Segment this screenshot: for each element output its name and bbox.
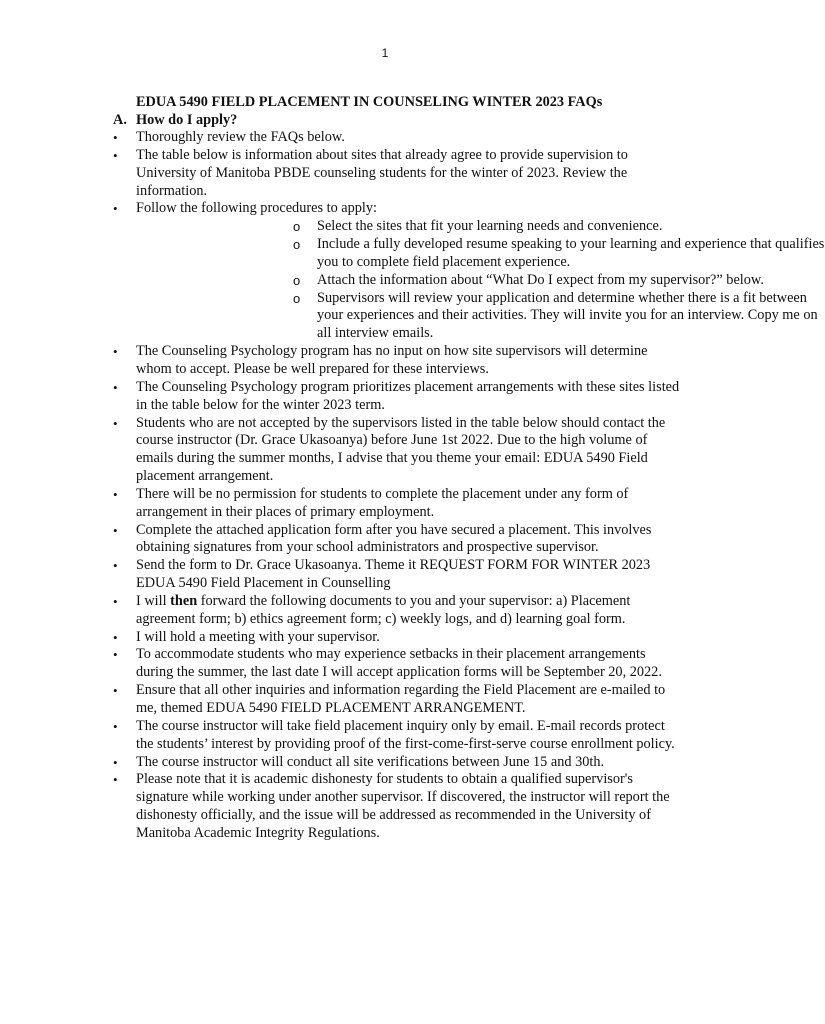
emphasis-then: then bbox=[170, 592, 198, 609]
circle-bullet-icon: o bbox=[293, 219, 301, 235]
bullet-icon: • bbox=[113, 718, 118, 734]
procedure-item bbox=[136, 218, 825, 236]
bullet-icon: • bbox=[113, 486, 118, 502]
procedure-item bbox=[136, 272, 825, 290]
list-item-text: Students who are not accepted by the supervisors listed in the table below should contact the course instructor (Dr. Grace Ukasoanya) before June 1st 2022. Due to the high volume of emails during the summer months, I advise that you theme your email: EDUA 5490 Field placement arrangement. bbox=[136, 414, 666, 485]
list-item bbox=[0, 200, 825, 343]
list-item bbox=[0, 147, 684, 201]
bullet-icon: • bbox=[113, 772, 118, 788]
bullet-icon: • bbox=[113, 130, 118, 145]
bullet-icon: • bbox=[113, 754, 118, 770]
section-heading bbox=[113, 111, 237, 129]
list-item bbox=[0, 557, 684, 593]
list-item-text: The Counseling Psychology program has no input on how site supervisors will determine whom to accept. Please be well prepared for these interviews. bbox=[136, 343, 648, 377]
bullet-icon: • bbox=[113, 593, 118, 609]
page-number: 1 bbox=[381, 46, 389, 60]
list-item bbox=[0, 379, 684, 415]
bullet-icon: • bbox=[113, 147, 118, 163]
list-item-text-end: forward the following documents to you and your supervisor: a) Placement agreement form; b) ethics agreement form; c) weekly logs, and d) learning goal form. bbox=[136, 592, 631, 627]
procedure-list bbox=[136, 218, 825, 343]
list-item-text: Follow the following procedures to apply: bbox=[136, 200, 378, 217]
list-item-text: The table below is information about sites that already agree to provide supervision to University of Manitoba PBDE counseling students for the winter of 2023. Review the information. bbox=[136, 146, 628, 199]
list-item bbox=[0, 522, 684, 558]
list-item bbox=[0, 129, 684, 147]
list-item bbox=[0, 593, 684, 629]
list-item bbox=[0, 629, 684, 647]
bullet-icon: • bbox=[113, 683, 118, 699]
list-item-text: The course instructor will take field placement inquiry only by email. E-mail records protect the students’ interest by providing proof of the first-come-first-serve course enrollment policy. bbox=[136, 717, 675, 752]
bullet-icon: • bbox=[113, 558, 118, 574]
list-item bbox=[0, 718, 684, 754]
list-item-text-start: I will bbox=[136, 592, 171, 609]
bullet-icon: • bbox=[113, 379, 118, 395]
procedure-text: Supervisors will review your application and determine whether there is a fit between your experiences and their activities. They will invite you for an interview. Copy me on all interview emails. bbox=[317, 289, 818, 342]
list-item-text: I will hold a meeting with your supervisor. bbox=[136, 628, 380, 645]
procedure-item bbox=[136, 290, 825, 344]
list-item-text: Please note that it is academic dishonesty for students to obtain a qualified supervisor's signature while working under another supervisor. If discovered, the instructor will report the dishonesty officially, and the issue will be addressed as recommended in the University of Manitoba Academic Integrity Regulations. bbox=[136, 771, 670, 841]
bullet-icon: • bbox=[113, 415, 118, 431]
list-item bbox=[0, 682, 684, 718]
procedure-text: Attach the information about “What Do I expect from my supervisor?” below. bbox=[317, 271, 764, 288]
list-item-text: The course instructor will conduct all site verifications between June 15 and 30th. bbox=[136, 753, 605, 770]
document-title: EDUA 5490 FIELD PLACEMENT IN COUNSELING WINTER 2023 FAQs bbox=[136, 94, 603, 110]
circle-bullet-icon: o bbox=[293, 237, 301, 253]
procedure-text: Include a fully developed resume speaking to your learning and experience that qualifies you to complete field placement experience. bbox=[317, 236, 825, 270]
bullet-icon: • bbox=[113, 201, 118, 217]
list-item-text: Send the form to Dr. Grace Ukasoanya. Theme it REQUEST FORM FOR WINTER 2023 EDUA 5490 Field Placement in Counselling bbox=[136, 557, 651, 592]
list-item bbox=[0, 754, 684, 772]
list-item bbox=[0, 771, 684, 842]
bullet-icon: • bbox=[113, 344, 118, 360]
bullet-icon: • bbox=[113, 522, 118, 538]
bullet-icon: • bbox=[113, 647, 118, 663]
list-item-text: The Counseling Psychology program prioritizes placement arrangements with these sites listed in the table below for the winter 2023 term. bbox=[136, 378, 680, 413]
procedure-item bbox=[136, 236, 825, 272]
list-item bbox=[0, 646, 684, 682]
faq-bullet-list bbox=[0, 129, 825, 843]
list-item-text: To accommodate students who may experience setbacks in their placement arrangements during the summer, the last date I will accept application forms will be September 20, 2022. bbox=[136, 646, 662, 681]
circle-bullet-icon: o bbox=[293, 272, 301, 288]
procedure-text: Select the sites that fit your learning needs and convenience. bbox=[317, 218, 663, 235]
list-item-text: Complete the attached application form after you have secured a placement. This involves obtaining signatures from your school administrators and prospective supervisor. bbox=[136, 521, 652, 556]
list-item-text: Thoroughly review the FAQs below. bbox=[136, 129, 345, 145]
list-item-text: Ensure that all other inquiries and information regarding the Field Placement are e-mailed to me, themed EDUA 5490 FIELD PLACEMENT ARRANGEMENT. bbox=[136, 682, 666, 716]
section-heading-text: How do I apply? bbox=[136, 112, 238, 128]
section-letter: A. bbox=[113, 112, 127, 128]
circle-bullet-icon: o bbox=[293, 290, 301, 306]
list-item bbox=[0, 486, 684, 522]
bullet-icon: • bbox=[113, 629, 118, 645]
list-item-text: There will be no permission for students to complete the placement under any form of arrangement in their places of primary employment. bbox=[136, 485, 629, 520]
list-item bbox=[0, 415, 684, 486]
list-item bbox=[0, 343, 684, 379]
